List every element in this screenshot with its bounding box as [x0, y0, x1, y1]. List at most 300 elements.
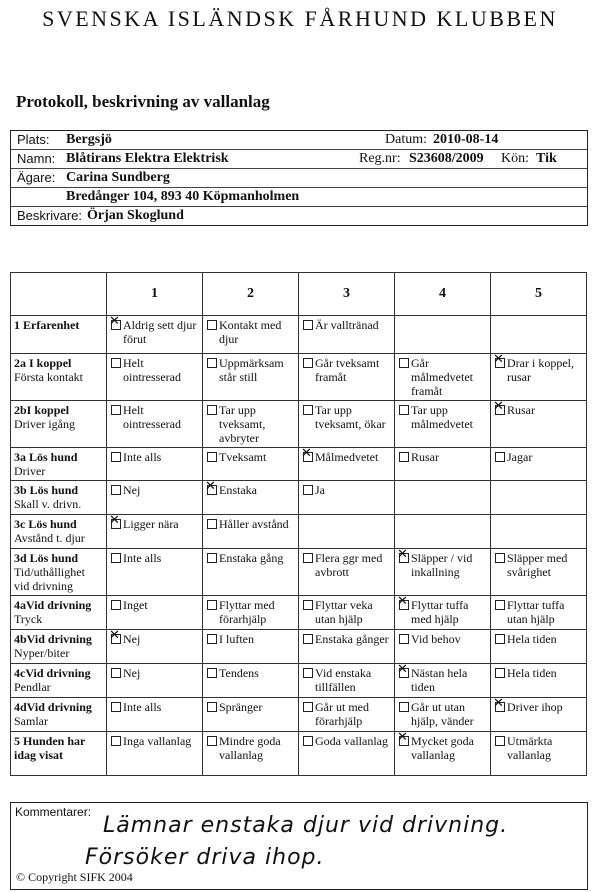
option [398, 700, 487, 728]
option [302, 318, 391, 332]
checkbox-icon[interactable] [207, 634, 217, 644]
option-cell [395, 732, 491, 776]
table-row [11, 316, 587, 354]
regnr-value: S23608/2009 [409, 151, 484, 166]
option-cell [395, 698, 491, 732]
option [110, 356, 199, 384]
row-label [11, 448, 107, 481]
table-row [11, 515, 587, 549]
option-label: Kontakt med djur [219, 318, 282, 346]
option-label: Går ut utan hjälp, vänder [411, 700, 474, 728]
option-cell [299, 732, 395, 776]
option [206, 666, 295, 680]
option-label: Går målmedvetet framåt [411, 356, 473, 398]
checkbox-icon[interactable] [207, 702, 217, 712]
checkbox-icon[interactable] [207, 600, 217, 610]
row-subtitle: Skall v. drivn. [14, 497, 82, 511]
row-title: 2a I koppel [14, 356, 72, 370]
checked-box-icon[interactable] [399, 600, 409, 610]
option-label: Flera ggr med avbrott [315, 551, 383, 579]
assessment-table [10, 272, 587, 776]
checked-box-icon[interactable] [495, 358, 505, 368]
option [494, 450, 583, 464]
option-label: Målmedvetet [315, 450, 379, 464]
plats-value: Bergsjö [66, 132, 112, 147]
option [302, 734, 391, 748]
checkbox-icon[interactable] [303, 405, 313, 415]
kon-value: Tik [536, 151, 557, 166]
checked-box-icon[interactable] [399, 736, 409, 746]
option-label: Enstaka gånger [315, 632, 389, 646]
option [494, 734, 583, 762]
checkbox-icon[interactable] [303, 736, 313, 746]
row-title: 3a Lös hund [14, 450, 78, 464]
beskrivare-label: Beskrivare: [17, 208, 83, 223]
option-label: Enstaka gång [219, 551, 284, 565]
option-label: Tar upp tveksamt, ökar [315, 403, 386, 431]
option-cell [107, 481, 203, 515]
option-label: Ligger nära [123, 517, 179, 531]
option-label: Håller avstånd [219, 517, 289, 531]
option-cell [395, 664, 491, 698]
option [302, 700, 391, 728]
option-label: Tar upp målmedvetet [411, 403, 473, 431]
checkbox-icon[interactable] [111, 702, 121, 712]
table-row [11, 732, 587, 776]
row-title: 5 Hunden har idag visat [14, 734, 86, 762]
option-cell [203, 448, 299, 481]
checkbox-icon[interactable] [111, 553, 121, 563]
option-cell [491, 354, 587, 401]
option-label: Nej [123, 483, 141, 497]
option-cell [203, 401, 299, 448]
info-row-adress [11, 188, 587, 207]
checkbox-icon[interactable] [111, 600, 121, 610]
option-label: Helt ointresserad [123, 356, 181, 384]
column-header: 3 [299, 273, 395, 316]
checkbox-icon[interactable] [207, 736, 217, 746]
option [398, 450, 487, 464]
option-cell [299, 515, 395, 549]
row-label [11, 401, 107, 448]
option [302, 551, 391, 579]
row-label [11, 596, 107, 630]
checked-box-icon[interactable] [303, 452, 313, 462]
option-cell [395, 448, 491, 481]
row-title: 1 Erfarenhet [14, 318, 80, 332]
option-label: Är valltränad [315, 318, 379, 332]
option-label: Helt ointresserad [123, 403, 181, 431]
option-cell [491, 664, 587, 698]
checked-box-icon[interactable] [111, 320, 121, 330]
option [110, 666, 199, 680]
checkbox-icon[interactable] [303, 485, 313, 495]
option [110, 632, 199, 646]
checkbox-icon[interactable] [495, 600, 505, 610]
checked-box-icon[interactable] [111, 634, 121, 644]
option-cell [107, 549, 203, 596]
plats-label: Plats: [17, 132, 50, 147]
option-cell [491, 401, 587, 448]
option [110, 734, 199, 748]
option-cell [395, 549, 491, 596]
checkbox-icon[interactable] [495, 553, 505, 563]
checkbox-icon[interactable] [399, 634, 409, 644]
option-cell [299, 316, 395, 354]
checkbox-icon[interactable] [399, 452, 409, 462]
option-label: Rusar [507, 403, 535, 417]
handwritten-comment-1: Lämnar enstaka djur vid drivning. [103, 813, 509, 838]
option-cell [107, 664, 203, 698]
option-cell [107, 515, 203, 549]
option-cell [203, 698, 299, 732]
row-title: 3d Lös hund [14, 551, 79, 565]
option-label: Flyttar veka utan hjälp [315, 598, 373, 626]
option [110, 403, 199, 431]
option-cell [203, 596, 299, 630]
checked-box-icon[interactable] [207, 485, 217, 495]
option-cell [491, 549, 587, 596]
checked-box-icon[interactable] [495, 702, 505, 712]
option [206, 632, 295, 646]
agare-label: Ägare: [17, 170, 56, 185]
row-label [11, 316, 107, 354]
checkbox-icon[interactable] [111, 358, 121, 368]
option [398, 666, 487, 694]
checkbox-icon[interactable] [399, 405, 409, 415]
option-label: Nästan hela tiden [411, 666, 468, 694]
option-label: Mycket goda vallanlag [411, 734, 474, 762]
table-row [11, 549, 587, 596]
row-subtitle: Samlar [14, 714, 48, 728]
option [110, 318, 199, 346]
info-row-plats [11, 131, 587, 150]
table-row [11, 630, 587, 664]
column-header: 1 [107, 273, 203, 316]
checkbox-icon[interactable] [207, 405, 217, 415]
option-cell [203, 630, 299, 664]
table-row [11, 401, 587, 448]
option-cell [107, 732, 203, 776]
table-row [11, 698, 587, 732]
checkbox-icon[interactable] [399, 358, 409, 368]
option-label: Tendens [219, 666, 259, 680]
option-cell [299, 354, 395, 401]
checkbox-icon[interactable] [495, 634, 505, 644]
option [398, 403, 487, 431]
info-box [10, 130, 588, 226]
option-label: Spränger [219, 700, 263, 714]
option-label: Inget [123, 598, 148, 612]
row-subtitle: Driver [14, 464, 46, 478]
option-label: Vid behov [411, 632, 461, 646]
option-cell [299, 630, 395, 664]
option-label: Goda vallanlag [315, 734, 388, 748]
option [110, 598, 199, 612]
namn-value: Blåtirans Elektra Elektrisk [66, 151, 229, 166]
option [206, 551, 295, 565]
row-title: 4aVid drivning [14, 598, 92, 612]
checked-box-icon[interactable] [495, 405, 505, 415]
row-subtitle: Avstånd t. djur [14, 531, 85, 545]
row-label [11, 515, 107, 549]
column-header: 4 [395, 273, 491, 316]
option [206, 734, 295, 762]
checkbox-icon[interactable] [303, 600, 313, 610]
table-row [11, 664, 587, 698]
option [110, 483, 199, 497]
option-label: I luften [219, 632, 254, 646]
option [206, 517, 295, 531]
kon-label: Kön: [501, 151, 529, 166]
checkbox-icon[interactable] [303, 358, 313, 368]
option [302, 666, 391, 694]
column-header: 5 [491, 273, 587, 316]
info-row-beskrivare [11, 207, 587, 225]
option [302, 356, 391, 384]
option-label: Flyttar tuffa med hjälp [411, 598, 469, 626]
row-title: 3c Lös hund [14, 517, 77, 531]
option-cell [203, 515, 299, 549]
option-label: Enstaka [219, 483, 257, 497]
row-subtitle: Tryck [14, 612, 43, 626]
option-cell [395, 630, 491, 664]
option-cell [203, 481, 299, 515]
option-label: Inte alls [123, 551, 162, 565]
option-label: Aldrig sett djur förut [123, 318, 197, 346]
checkbox-icon[interactable] [111, 452, 121, 462]
option [206, 598, 295, 626]
option [494, 356, 583, 384]
checked-box-icon[interactable] [399, 553, 409, 563]
checkbox-icon[interactable] [495, 452, 505, 462]
option-label: Går tveksamt framåt [315, 356, 380, 384]
document-title: Protokoll, beskrivning av vallanlag [16, 92, 270, 111]
checkbox-icon[interactable] [495, 668, 505, 678]
agare-value: Carina Sundberg [66, 170, 170, 185]
checkbox-icon[interactable] [303, 553, 313, 563]
checked-box-icon[interactable] [399, 668, 409, 678]
option-cell [203, 549, 299, 596]
option-cell [107, 316, 203, 354]
copyright: © Copyright SIFK 2004 [16, 870, 133, 884]
row-title: 4bVid drivning [14, 632, 92, 646]
option-label: Vid enstaka tillfällen [315, 666, 372, 694]
checkbox-icon[interactable] [111, 405, 121, 415]
checkbox-icon[interactable] [207, 668, 217, 678]
option [494, 403, 583, 417]
option [398, 356, 487, 398]
row-subtitle: Pendlar [14, 680, 51, 694]
option [110, 551, 199, 565]
option [206, 318, 295, 346]
row-label [11, 732, 107, 776]
datum-label: Datum: [385, 132, 427, 147]
option-label: Tar upp tveksamt, avbryter [219, 403, 266, 445]
option [206, 483, 295, 497]
option-cell [395, 354, 491, 401]
checked-box-icon[interactable] [111, 519, 121, 529]
option [110, 450, 199, 464]
option [206, 403, 295, 445]
row-subtitle: Nyper/biter [14, 646, 70, 660]
table-row [11, 596, 587, 630]
option-cell [203, 316, 299, 354]
option-cell [491, 316, 587, 354]
info-row-agare [11, 169, 587, 188]
checkbox-icon[interactable] [207, 358, 217, 368]
option-cell [299, 481, 395, 515]
option-cell [299, 448, 395, 481]
option-cell [107, 354, 203, 401]
row-title: 3b Lös hund [14, 483, 79, 497]
option-label: Driver ihop [507, 700, 563, 714]
corner-cell [11, 273, 107, 316]
option [398, 632, 487, 646]
option-label: Släpper med svårighet [507, 551, 568, 579]
option-cell [491, 448, 587, 481]
checkbox-icon[interactable] [207, 452, 217, 462]
option-cell [491, 630, 587, 664]
checkbox-icon[interactable] [303, 668, 313, 678]
row-title: 4cVid drivning [14, 666, 91, 680]
checkbox-icon[interactable] [303, 634, 313, 644]
option [302, 483, 391, 497]
row-title: 2bI koppel [14, 403, 70, 417]
option-label: Mindre goda vallanlag [219, 734, 281, 762]
option-label: Flyttar tuffa utan hjälp [507, 598, 565, 626]
checkbox-icon[interactable] [303, 702, 313, 712]
row-label [11, 698, 107, 732]
checkbox-icon[interactable] [207, 519, 217, 529]
checkbox-icon[interactable] [495, 736, 505, 746]
option-cell [299, 596, 395, 630]
checkbox-icon[interactable] [111, 485, 121, 495]
handwritten-comment-2: Försöker driva ihop. [85, 845, 325, 870]
option [302, 450, 391, 464]
option-label: Går ut med förarhjälp [315, 700, 369, 728]
option-label: Släpper / vid inkallning [411, 551, 473, 579]
option-cell [107, 698, 203, 732]
option-label: Jagar [507, 450, 533, 464]
option [398, 598, 487, 626]
option-cell [107, 630, 203, 664]
option [494, 700, 583, 714]
row-label [11, 630, 107, 664]
option [302, 403, 391, 431]
option-cell [107, 596, 203, 630]
option-cell [299, 698, 395, 732]
checkbox-icon[interactable] [207, 320, 217, 330]
option-label: Nej [123, 666, 141, 680]
option-cell [395, 401, 491, 448]
table-body [11, 316, 587, 776]
table-row [11, 448, 587, 481]
option-cell [203, 354, 299, 401]
option-cell [395, 481, 491, 515]
row-subtitle: Första kontakt [14, 370, 83, 384]
row-label [11, 481, 107, 515]
option-cell [299, 401, 395, 448]
option-cell [107, 401, 203, 448]
option-label: Flyttar med förarhjälp [219, 598, 275, 626]
row-subtitle: Driver igång [14, 417, 75, 431]
option [302, 598, 391, 626]
option-cell [491, 481, 587, 515]
checkbox-icon[interactable] [111, 668, 121, 678]
option [398, 551, 487, 579]
option-label: Utmärkta vallanlag [507, 734, 553, 762]
checkbox-icon[interactable] [399, 702, 409, 712]
row-label [11, 549, 107, 596]
option [494, 598, 583, 626]
option-cell [491, 596, 587, 630]
header-row [11, 273, 587, 316]
option [110, 700, 199, 714]
option [206, 700, 295, 714]
option-label: Inga vallanlag [123, 734, 192, 748]
option-cell [299, 664, 395, 698]
beskrivare-value: Örjan Skoglund [87, 208, 184, 223]
checkbox-icon[interactable] [207, 553, 217, 563]
option-cell [107, 448, 203, 481]
row-subtitle: Tid/uthållighet vid drivning [14, 565, 85, 593]
option [398, 734, 487, 762]
option [206, 450, 295, 464]
row-label [11, 354, 107, 401]
option [494, 666, 583, 680]
option-label: Drar i koppel, rusar [507, 356, 574, 384]
regnr-label: Reg.nr: [359, 151, 401, 166]
option-label: Ja [315, 483, 325, 497]
option-label: Hela tiden [507, 666, 557, 680]
namn-label: Namn: [17, 151, 56, 166]
option-cell [203, 732, 299, 776]
option-cell [491, 732, 587, 776]
adress-value: Bredånger 104, 893 40 Köpmanholmen [66, 189, 300, 204]
row-title: 4dVid drivning [14, 700, 92, 714]
option [302, 632, 391, 646]
option-label: Inte alls [123, 450, 162, 464]
option-cell [395, 596, 491, 630]
option [206, 356, 295, 384]
club-name: SVENSKA ISLÄNDSK FÅRHUND KLUBBEN [42, 6, 558, 31]
option-cell [491, 515, 587, 549]
option [494, 632, 583, 646]
option-label: Rusar [411, 450, 439, 464]
option-cell [203, 664, 299, 698]
column-header: 2 [203, 273, 299, 316]
checkbox-icon[interactable] [111, 736, 121, 746]
option [494, 551, 583, 579]
info-row-namn [11, 150, 587, 169]
option-cell [299, 549, 395, 596]
option-cell [491, 698, 587, 732]
option-label: Hela tiden [507, 632, 557, 646]
comments-label: Kommentarer: [15, 805, 92, 819]
table-row [11, 481, 587, 515]
option [110, 517, 199, 531]
option-label: Nej [123, 632, 141, 646]
datum-value: 2010-08-14 [433, 132, 499, 147]
option-cell [395, 515, 491, 549]
option-label: Inte alls [123, 700, 162, 714]
table-row [11, 354, 587, 401]
option-cell [395, 316, 491, 354]
checkbox-icon[interactable] [303, 320, 313, 330]
option-label: Uppmärksam står still [219, 356, 284, 384]
row-label [11, 664, 107, 698]
